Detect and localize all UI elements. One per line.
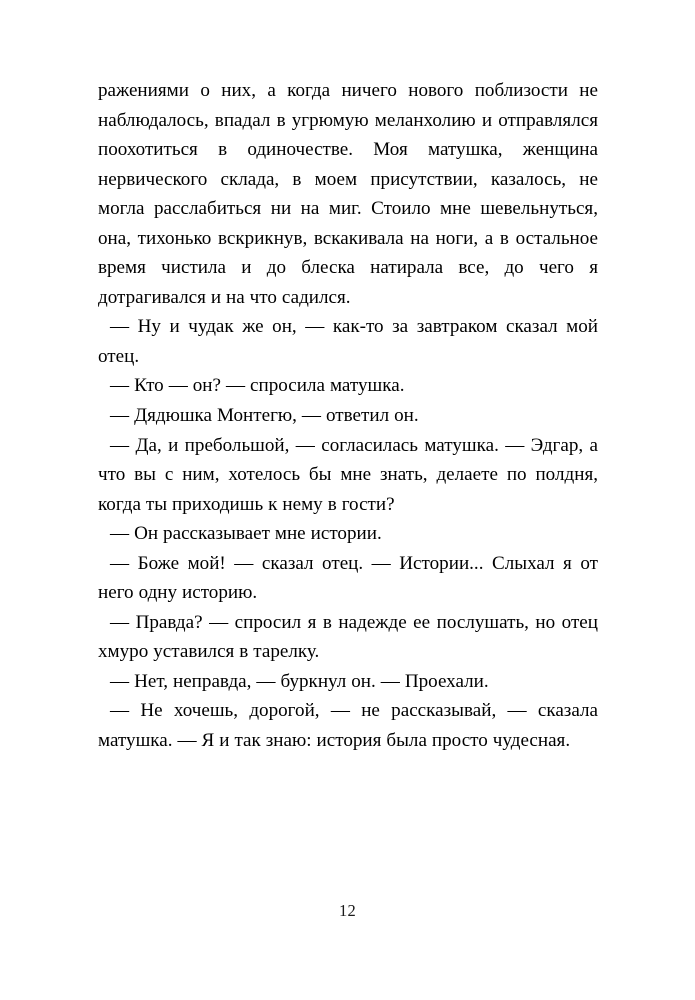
paragraph-dialogue-7: — Правда? — спросил я в надежде ее послушать, но отец хмуро уставился в тарелку. (98, 611, 598, 663)
paragraph-dialogue-8: — Нет, неправда, — буркнул он. — Проехали. (110, 670, 489, 692)
paragraph-dialogue-5: — Он рассказывает мне истории. (110, 523, 382, 545)
paragraph-dialogue-1: — Ну и чудак же он, — как-то за завтраком сказал мой отец. (98, 316, 598, 367)
paragraph-dialogue-6: — Боже мой! — сказал отец. — Истории... Слыхал я от него одну историю. (98, 552, 598, 604)
page-number: 12 (338, 901, 357, 920)
page-text-block (98, 76, 598, 756)
paragraph-dialogue-3: — Дядюшка Монтегю, — ответил он. (110, 405, 419, 427)
paragraph-dialogue-9: — Не хочешь, дорогой, — не рассказывай, — сказала матушка. — Я и так знаю: история была просто чудесная. (98, 700, 598, 752)
paragraph-dialogue-4: — Да, и пребольшой, — согласилась матушка. — Эдгар, а что вы с ним, хотелось бы мне знать, делаете по полдня, когда ты приходишь к нему в гости? (98, 434, 598, 515)
paragraph-opening-continuation: ражениями о них, а когда ничего нового поблизости не наблюдалось, впадал в угрюмую меланхолию и отправлялся поохотиться в одиночестве. Моя матушка, женщина нервического склада, в моем присутствии, казалось, не могла расслабиться ни на миг. Стоило мне шевельнуться, она, тихонько вскрикнув, вскакивала на ноги, а в остальное время чистила и до блеска натирала все, до чего я дотрагивался и на что садился. (98, 80, 598, 308)
paragraph-dialogue-2: — Кто — он? — спросила матушка. (110, 375, 405, 397)
